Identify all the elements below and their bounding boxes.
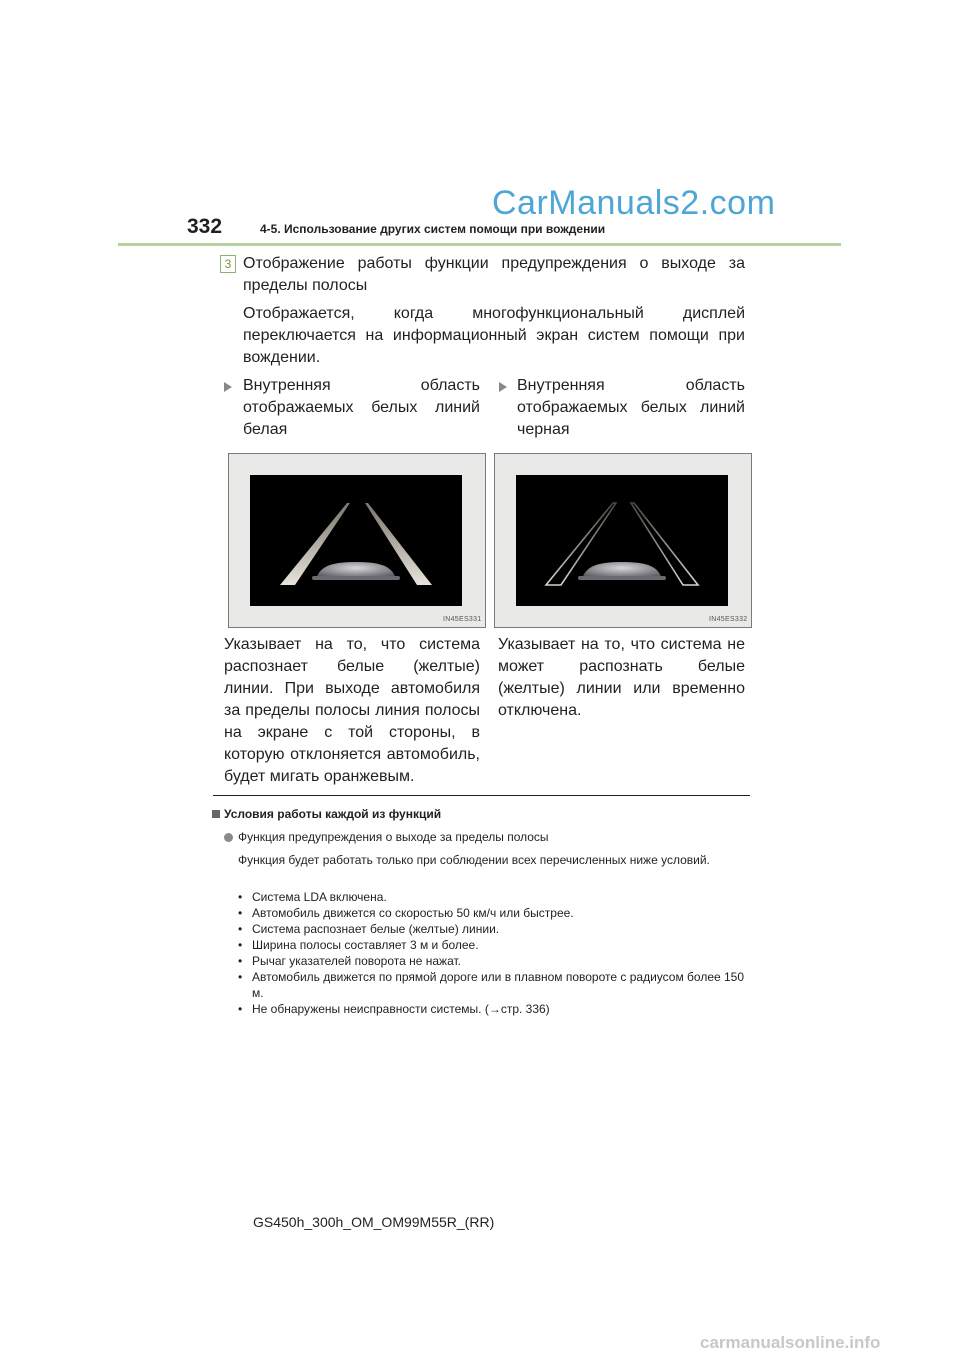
list-item: • Автомобиль движется по прямой дороге или в плавном повороте с радиусом более 150 м. [238,970,745,1000]
item-description: Отображается, когда многофункциональный дисплей переключается на информационный экран систем помощи при вождении. [243,305,745,366]
triangle-bullet-icon [224,382,234,392]
circle-bullet-icon [224,833,233,842]
list-item: • Автомобиль движется со скоростью 50 км/ч или быстрее. [238,906,574,920]
display-screen [250,475,462,606]
watermark-logo-top: CarManuals2.com [492,184,776,222]
square-bullet-icon [212,810,220,818]
item-heading: Отображение работы функции предупреждения о выходе за пределы полосы [243,255,745,294]
list-item: • Ширина полосы составляет 3 м и более. [238,938,479,952]
column-left-heading: Внутренняя область отображаемых белых линий белая [243,377,480,438]
page-number: 332 [187,215,223,238]
list-item: • Система распознает белые (желтые) линии. [238,922,500,936]
display-screen [516,475,728,606]
header-rule [118,243,841,246]
figure-code: IN45ES332 [709,616,748,623]
footer-model-code: GS450h_300h_OM_OM99M55R_(RR) [253,1214,495,1230]
section-title: 4-5. Использование других систем помощи при вождении [260,222,606,236]
item-number-marker: 3 [220,255,236,273]
figure-lane-lines-white [228,453,486,628]
column-left-text: Указывает на то, что система распознает белые (желтые) линии. При выходе автомобиля за пределы полосы линия полосы на экране с той стороны, в которую отклоняется автомобиль, будет мигать оранжевым. [224,636,480,785]
notes-subheading-text: Функция предупреждения о выходе за пределы полосы [238,830,549,844]
notes-intro: Функция будет работать только при соблюдении всех перечисленных ниже условий. [238,853,710,867]
column-right-heading: Внутренняя область отображаемых белых линий черная [517,377,745,438]
notes-subheading [224,830,549,844]
column-right-text: Указывает на то, что система не может распознать белые (желтые) линии или временно отключена. [498,636,745,719]
triangle-bullet-icon [499,382,509,392]
notes-heading-text: Условия работы каждой из функций [224,807,442,821]
watermark-bottom: carmanualsonline.info [700,1333,881,1352]
conditions-list [238,889,748,1017]
lane-display-outline-icon [516,475,728,606]
list-item: • Рычаг указателей поворота не нажат. [238,954,461,968]
list-item: • Не обнаружены неисправности системы. (→стр. 336) [238,1002,550,1016]
notes-divider [213,795,750,796]
figure-lane-lines-black [494,453,752,628]
notes-heading [212,807,441,821]
lane-display-white-icon [250,475,462,606]
list-item: • Система LDA включена. [238,890,387,904]
figure-code: IN45ES331 [443,616,482,623]
